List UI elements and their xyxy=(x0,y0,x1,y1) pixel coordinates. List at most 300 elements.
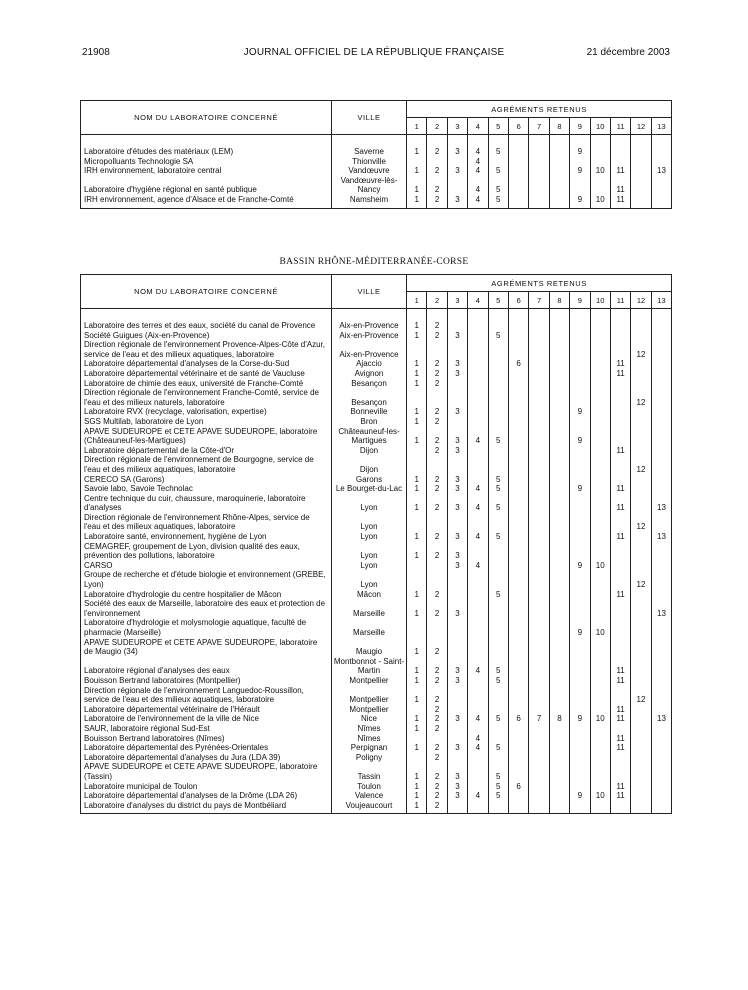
city-name: Dijon xyxy=(332,455,407,474)
agreement-cell xyxy=(651,321,672,331)
agreement-cell xyxy=(651,369,672,379)
agreement-cell xyxy=(508,762,528,781)
agreement-cell: 9 xyxy=(570,427,590,446)
lab-name: Laboratoire départemental vétérinaire et de santé de Vaucluse xyxy=(81,369,332,379)
agreement-cell xyxy=(508,331,528,341)
agreement-cell xyxy=(468,686,488,705)
agreement-cell xyxy=(508,561,528,571)
agreement-cell: 1 xyxy=(407,321,427,331)
agreement-cell: 3 xyxy=(447,743,467,753)
agreement-cell xyxy=(631,705,651,715)
agreement-cell xyxy=(488,801,508,811)
table-row xyxy=(81,714,672,724)
agreement-cell xyxy=(610,686,630,705)
table-row xyxy=(81,455,672,474)
table-row xyxy=(81,176,672,195)
lab-name: Laboratoire départemental vétérinaire de l'Hérault xyxy=(81,705,332,715)
column-header-agreements: AGRÉMENTS RETENUS xyxy=(407,101,672,118)
agreement-cell: 3 xyxy=(447,676,467,686)
table-row xyxy=(81,753,672,763)
agreement-cell xyxy=(651,359,672,369)
agreement-cell xyxy=(529,542,549,561)
agreement-cell xyxy=(508,532,528,542)
agreement-cell xyxy=(468,599,488,618)
agreement-cell xyxy=(468,801,488,811)
agreement-cell: 1 xyxy=(407,762,427,781)
lab-name: Laboratoire des terres et des eaux, société du canal de Provence xyxy=(81,321,332,331)
agreement-cell xyxy=(631,147,651,157)
city-name: Montbonnot - Saint-Martin xyxy=(332,657,407,676)
agreement-cell: 3 xyxy=(447,494,467,513)
agreement-cell xyxy=(631,331,651,341)
agreement-cell: 9 xyxy=(570,407,590,417)
agreement-cell xyxy=(570,743,590,753)
table-row xyxy=(81,743,672,753)
agreement-number-header: 1 xyxy=(407,292,427,309)
agreement-cell xyxy=(447,570,467,589)
agreement-cell: 1 xyxy=(407,494,427,513)
agreement-cell xyxy=(508,340,528,359)
agreement-cell xyxy=(570,157,590,167)
agreement-cell xyxy=(508,791,528,801)
agreement-cell: 11 xyxy=(610,743,630,753)
agreement-cell: 2 xyxy=(427,599,447,618)
agreement-cell xyxy=(427,734,447,744)
agreement-cell: 12 xyxy=(631,686,651,705)
agreement-number-header: 4 xyxy=(468,118,488,135)
agreement-number-header: 9 xyxy=(570,118,590,135)
agreement-cell xyxy=(549,494,569,513)
agreement-cell: 5 xyxy=(488,166,508,176)
agreement-cell xyxy=(508,407,528,417)
agreement-cell xyxy=(570,475,590,485)
agreement-cell xyxy=(549,762,569,781)
agreement-cell xyxy=(549,446,569,456)
agreement-cell xyxy=(651,686,672,705)
agreement-cell xyxy=(529,331,549,341)
agreement-cell xyxy=(570,570,590,589)
city-name: Garons xyxy=(332,475,407,485)
agreement-cell xyxy=(549,676,569,686)
agreement-cell xyxy=(631,494,651,513)
agreement-cell: 1 xyxy=(407,657,427,676)
agreement-cell: 4 xyxy=(468,532,488,542)
agreement-cell: 6 xyxy=(508,359,528,369)
agreement-cell xyxy=(427,388,447,407)
agreement-cell xyxy=(590,446,610,456)
agreement-cell xyxy=(529,484,549,494)
agreement-number-header: 11 xyxy=(610,118,630,135)
agreement-cell: 9 xyxy=(570,147,590,157)
agreement-cell: 6 xyxy=(508,714,528,724)
city-name: Montpellier xyxy=(332,676,407,686)
agreement-cell: 1 xyxy=(407,599,427,618)
agreement-cell xyxy=(610,379,630,389)
agreement-cell: 2 xyxy=(427,195,447,205)
agreement-cell xyxy=(508,494,528,513)
agreement-cell xyxy=(570,734,590,744)
agreement-cell: 2 xyxy=(427,542,447,561)
agreement-cell: 9 xyxy=(570,618,590,637)
agreement-cell xyxy=(447,455,467,474)
agreement-cell xyxy=(529,321,549,331)
agreement-cell xyxy=(427,513,447,532)
agreement-cell xyxy=(570,542,590,561)
agreement-cell xyxy=(529,782,549,792)
city-name: Maugio xyxy=(332,638,407,657)
agreement-cell xyxy=(610,321,630,331)
city-name: Vandœuvre-lès-Nancy xyxy=(332,176,407,195)
agreement-number-header: 5 xyxy=(488,292,508,309)
agreement-cell xyxy=(590,686,610,705)
agreement-cell xyxy=(590,417,610,427)
agreement-cell xyxy=(631,195,651,205)
agreement-cell xyxy=(631,446,651,456)
table-row xyxy=(81,340,672,359)
table-row xyxy=(81,686,672,705)
agreement-cell: 11 xyxy=(610,446,630,456)
agreement-number-header: 8 xyxy=(549,118,569,135)
agreement-cell xyxy=(631,743,651,753)
agreement-cell xyxy=(529,475,549,485)
agreement-cell xyxy=(631,714,651,724)
agreement-cell: 1 xyxy=(407,743,427,753)
agreement-cell: 5 xyxy=(488,427,508,446)
city-name: Aix-en-Provence xyxy=(332,321,407,331)
table-row xyxy=(81,321,672,331)
agreement-cell xyxy=(447,734,467,744)
agreement-cell xyxy=(427,455,447,474)
agreement-cell: 2 xyxy=(427,321,447,331)
agreement-cell: 11 xyxy=(610,494,630,513)
agreement-cell xyxy=(529,176,549,195)
agreement-cell: 11 xyxy=(610,195,630,205)
city-name: Voujeaucourt xyxy=(332,801,407,811)
agreement-cell: 6 xyxy=(508,782,528,792)
agreement-cell xyxy=(590,427,610,446)
agreement-cell xyxy=(529,166,549,176)
agreement-cell: 1 xyxy=(407,542,427,561)
agreement-cell xyxy=(570,513,590,532)
agreement-cell xyxy=(631,417,651,427)
agreement-cell xyxy=(407,570,427,589)
agreement-cell xyxy=(529,734,549,744)
agreement-cell: 4 xyxy=(468,195,488,205)
agreement-cell xyxy=(488,561,508,571)
agreement-cell xyxy=(468,542,488,561)
agreement-cell xyxy=(631,590,651,600)
agreement-cell: 1 xyxy=(407,724,427,734)
agreement-cell: 5 xyxy=(488,331,508,341)
laboratory-table-2 xyxy=(80,274,672,814)
agreement-cell xyxy=(651,475,672,485)
agreement-cell xyxy=(549,791,569,801)
agreement-cell xyxy=(529,743,549,753)
agreement-cell xyxy=(468,321,488,331)
city-name: Ajaccio xyxy=(332,359,407,369)
table-row xyxy=(81,705,672,715)
agreement-cell xyxy=(590,570,610,589)
agreement-cell xyxy=(651,147,672,157)
agreement-number-header: 10 xyxy=(590,292,610,309)
agreement-cell xyxy=(488,599,508,618)
agreement-cell xyxy=(631,166,651,176)
agreement-cell: 1 xyxy=(407,782,427,792)
agreement-cell xyxy=(529,561,549,571)
lab-name: Direction régionale de l'environnement de Bourgogne, service de l'eau et des milieux aquatiques, laboratoire xyxy=(81,455,332,474)
agreement-cell xyxy=(508,147,528,157)
agreement-cell xyxy=(549,388,569,407)
agreement-cell: 2 xyxy=(427,638,447,657)
agreement-number-header: 7 xyxy=(529,118,549,135)
agreement-cell xyxy=(590,494,610,513)
agreement-number-header: 5 xyxy=(488,118,508,135)
agreement-cell xyxy=(488,455,508,474)
agreement-cell xyxy=(631,359,651,369)
agreement-cell xyxy=(610,762,630,781)
city-name: Bonneville xyxy=(332,407,407,417)
city-name: Lyon xyxy=(332,513,407,532)
lab-name: SGS Multilab, laboratoire de Lyon xyxy=(81,417,332,427)
agreement-cell: 11 xyxy=(610,176,630,195)
agreement-cell xyxy=(468,638,488,657)
agreement-cell xyxy=(508,427,528,446)
agreement-cell xyxy=(570,801,590,811)
agreement-cell xyxy=(508,176,528,195)
agreement-cell xyxy=(651,801,672,811)
agreement-cell xyxy=(631,801,651,811)
agreement-cell xyxy=(488,359,508,369)
lab-name: Direction régionale de l'environnement Languedoc-Roussillon, service de l'eau et des milieux aquatiques, laboratoire xyxy=(81,686,332,705)
agreement-cell: 4 xyxy=(468,484,488,494)
agreement-cell xyxy=(570,331,590,341)
column-header-agreements: AGRÉMENTS RETENUS xyxy=(407,275,672,292)
city-name: Toulon xyxy=(332,782,407,792)
agreement-cell: 2 xyxy=(427,427,447,446)
city-name: Lyon xyxy=(332,494,407,513)
agreement-cell xyxy=(427,618,447,637)
lab-name: Direction régionale de l'environnement Franche-Comté, service de l'eau et des milieux naturels, laboratoire xyxy=(81,388,332,407)
agreement-cell xyxy=(549,331,569,341)
agreement-cell xyxy=(508,369,528,379)
agreement-cell xyxy=(631,782,651,792)
agreement-cell xyxy=(590,475,610,485)
agreement-cell: 2 xyxy=(427,359,447,369)
agreement-cell xyxy=(651,340,672,359)
agreement-cell: 1 xyxy=(407,686,427,705)
lab-name: Laboratoire santé, environnement, hygiène de Lyon xyxy=(81,532,332,542)
agreement-cell: 5 xyxy=(488,762,508,781)
page-number: 21908 xyxy=(82,47,110,58)
agreement-cell: 1 xyxy=(407,359,427,369)
agreement-cell xyxy=(529,455,549,474)
agreement-cell xyxy=(529,379,549,389)
agreement-cell xyxy=(549,734,569,744)
agreement-cell: 3 xyxy=(447,791,467,801)
agreement-cell: 5 xyxy=(488,782,508,792)
agreement-cell xyxy=(529,801,549,811)
agreement-cell xyxy=(529,195,549,205)
lab-name: Laboratoire départemental d'analyses du Jura (LDA 39) xyxy=(81,753,332,763)
agreement-cell: 3 xyxy=(447,195,467,205)
agreement-cell xyxy=(529,657,549,676)
agreement-cell xyxy=(651,446,672,456)
lab-name: APAVE SUDEUROPE et CETE APAVE SUDEUROPE, laboratoire (Châteauneuf-les-Martigues) xyxy=(81,427,332,446)
agreement-cell xyxy=(549,176,569,195)
agreement-cell: 2 xyxy=(427,532,447,542)
agreement-cell xyxy=(407,157,427,167)
lab-name: Direction régionale de l'environnement Provence-Alpes-Côte d'Azur, service de l'eau et des milieux aquatiques, laboratoire xyxy=(81,340,332,359)
agreement-cell: 11 xyxy=(610,676,630,686)
agreement-cell: 5 xyxy=(488,590,508,600)
agreement-cell: 11 xyxy=(610,166,630,176)
agreement-cell: 3 xyxy=(447,369,467,379)
agreement-cell xyxy=(529,340,549,359)
agreement-cell: 4 xyxy=(468,791,488,801)
agreement-cell xyxy=(631,791,651,801)
agreement-cell xyxy=(651,618,672,637)
agreement-cell xyxy=(407,340,427,359)
agreement-cell: 3 xyxy=(447,599,467,618)
agreement-cell xyxy=(651,484,672,494)
agreement-cell xyxy=(570,753,590,763)
agreement-cell: 3 xyxy=(447,407,467,417)
agreement-cell: 2 xyxy=(427,176,447,195)
agreement-cell xyxy=(610,570,630,589)
lab-name: APAVE SUDEUROPE et CETE APAVE SUDEUROPE, laboratoire (Tassin) xyxy=(81,762,332,781)
agreement-cell: 11 xyxy=(610,782,630,792)
agreement-cell xyxy=(508,801,528,811)
agreement-cell xyxy=(529,590,549,600)
agreement-cell xyxy=(590,532,610,542)
agreement-cell xyxy=(651,157,672,167)
agreement-cell xyxy=(651,561,672,571)
agreement-cell xyxy=(508,753,528,763)
agreement-cell: 9 xyxy=(570,714,590,724)
agreement-cell xyxy=(447,590,467,600)
agreement-cell xyxy=(407,446,427,456)
agreement-cell: 3 xyxy=(447,657,467,676)
agreement-cell: 1 xyxy=(407,147,427,157)
agreement-cell xyxy=(610,638,630,657)
agreement-cell xyxy=(631,762,651,781)
agreement-cell: 2 xyxy=(427,590,447,600)
agreement-cell xyxy=(468,676,488,686)
table-row xyxy=(81,369,672,379)
table-row xyxy=(81,599,672,618)
table-row xyxy=(81,801,672,811)
city-name: Nîmes xyxy=(332,734,407,744)
table-row xyxy=(81,494,672,513)
agreement-cell: 2 xyxy=(427,484,447,494)
agreement-cell xyxy=(447,801,467,811)
agreement-cell: 11 xyxy=(610,657,630,676)
agreement-cell xyxy=(610,407,630,417)
agreement-cell xyxy=(488,618,508,637)
agreement-cell: 11 xyxy=(610,484,630,494)
agreement-cell xyxy=(590,340,610,359)
agreement-cell xyxy=(570,321,590,331)
agreement-cell: 11 xyxy=(610,369,630,379)
agreement-cell: 11 xyxy=(610,359,630,369)
agreement-cell xyxy=(549,801,569,811)
agreement-cell xyxy=(631,532,651,542)
agreement-cell: 2 xyxy=(427,714,447,724)
agreement-cell xyxy=(610,475,630,485)
agreement-cell xyxy=(508,570,528,589)
agreement-cell xyxy=(529,359,549,369)
agreement-cell xyxy=(447,340,467,359)
agreement-cell: 9 xyxy=(570,166,590,176)
agreement-cell xyxy=(549,638,569,657)
agreement-cell xyxy=(468,590,488,600)
column-header-city: VILLE xyxy=(332,101,407,135)
agreement-cell: 11 xyxy=(610,791,630,801)
agreement-cell xyxy=(590,147,610,157)
lab-name: Laboratoire départemental des Pyrénées-Orientales xyxy=(81,743,332,753)
agreement-cell xyxy=(590,542,610,561)
agreement-cell xyxy=(508,455,528,474)
table-row xyxy=(81,638,672,657)
agreement-cell xyxy=(468,753,488,763)
agreement-cell: 4 xyxy=(468,166,488,176)
agreement-cell xyxy=(610,147,630,157)
agreement-cell xyxy=(488,388,508,407)
lab-name: Laboratoire d'hygiène régional en santé publique xyxy=(81,176,332,195)
table-row xyxy=(81,791,672,801)
agreement-cell xyxy=(590,157,610,167)
agreement-cell xyxy=(651,407,672,417)
table-row xyxy=(81,407,672,417)
agreement-cell xyxy=(529,513,549,532)
agreement-cell xyxy=(468,705,488,715)
agreement-cell xyxy=(508,513,528,532)
table-row xyxy=(81,388,672,407)
agreement-cell: 4 xyxy=(468,494,488,513)
table-row xyxy=(81,618,672,637)
agreement-cell: 2 xyxy=(427,762,447,781)
table-row xyxy=(81,427,672,446)
city-name: Valence xyxy=(332,791,407,801)
agreement-cell xyxy=(529,407,549,417)
agreement-cell: 2 xyxy=(427,686,447,705)
agreement-cell xyxy=(447,417,467,427)
city-name: Saverne xyxy=(332,147,407,157)
agreement-cell: 1 xyxy=(407,801,427,811)
agreement-cell: 3 xyxy=(447,359,467,369)
agreement-cell xyxy=(529,369,549,379)
agreement-cell: 4 xyxy=(468,176,488,195)
agreement-cell xyxy=(610,513,630,532)
agreement-cell xyxy=(590,657,610,676)
agreement-cell xyxy=(488,542,508,561)
agreement-cell xyxy=(407,705,427,715)
agreement-cell: 9 xyxy=(570,195,590,205)
table-row xyxy=(81,417,672,427)
agreement-cell: 5 xyxy=(488,195,508,205)
agreement-cell: 4 xyxy=(468,147,488,157)
agreement-cell xyxy=(468,340,488,359)
agreement-cell xyxy=(570,494,590,513)
agreement-cell xyxy=(508,686,528,705)
agreement-cell xyxy=(631,753,651,763)
agreement-cell xyxy=(590,455,610,474)
agreement-cell xyxy=(631,321,651,331)
agreement-cell xyxy=(407,455,427,474)
agreement-cell xyxy=(651,417,672,427)
agreement-cell: 13 xyxy=(651,166,672,176)
table-row xyxy=(81,590,672,600)
